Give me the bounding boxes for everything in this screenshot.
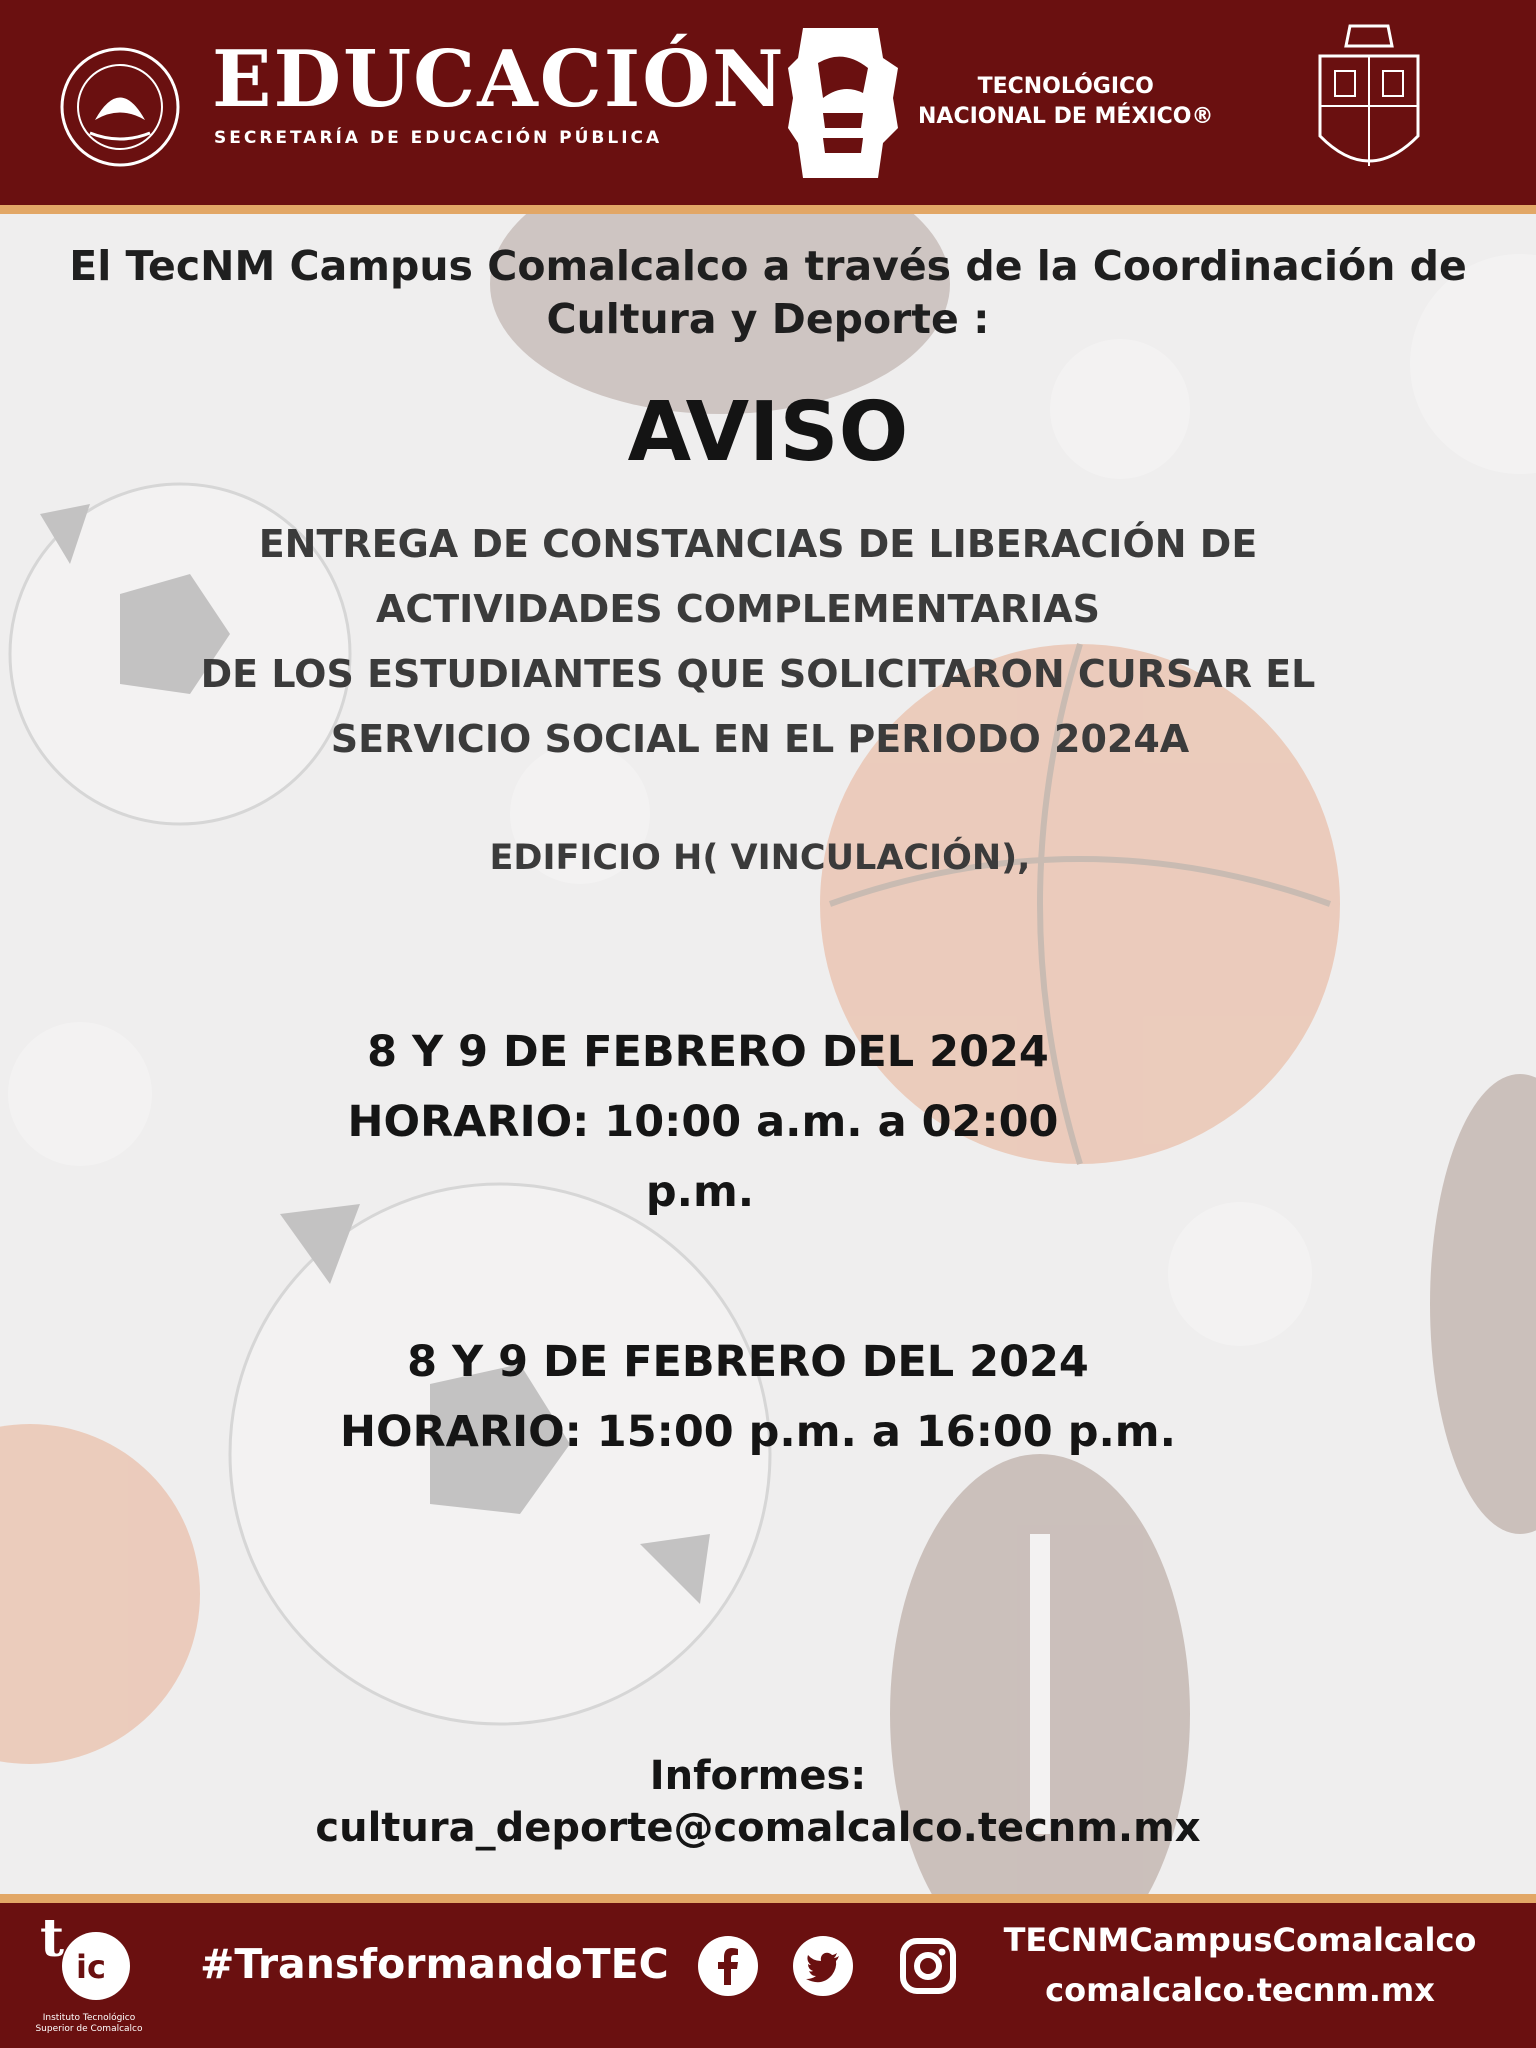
- edificio-location: EDIFICIO H( VINCULACIÓN),: [489, 838, 1031, 878]
- schedule1-time-line1: HORARIO: 10:00 a.m. a 02:00: [347, 1097, 1059, 1147]
- informes-label: Informes:: [649, 1753, 867, 1799]
- mexico-seal-icon: [50, 45, 190, 170]
- itsc-logo-icon: [34, 1908, 144, 2036]
- notice-line-4: SERVICIO SOCIAL EN EL PERIODO 2024A: [330, 717, 1190, 761]
- facebook-icon[interactable]: [697, 1935, 759, 1997]
- aviso-heading: AVISO: [627, 385, 909, 480]
- itsc-logo-line2: Superior de Comalcalco: [35, 2024, 143, 2034]
- intro-line-1: El TecNM Campus Comalcalco a través de la Coordinación de: [69, 242, 1467, 290]
- notice-line-2: ACTIVIDADES COMPLEMENTARIAS: [375, 587, 1101, 631]
- education-subtitle: SECRETARÍA DE EDUCACIÓN PÚBLICA: [214, 128, 663, 148]
- itsc-logo-letters: ic: [76, 1948, 106, 1986]
- footer-stripe: [0, 1894, 1536, 1903]
- tecnm-line1: TECNOLÓGICO: [977, 74, 1154, 99]
- schedule1-date: 8 Y 9 DE FEBRERO DEL 2024: [367, 1027, 1049, 1077]
- schedule2-time: HORARIO: 15:00 p.m. a 16:00 p.m.: [340, 1407, 1176, 1457]
- footer-handle[interactable]: TECNMCampusComalcalco: [1003, 1921, 1477, 1959]
- footer-website[interactable]: comalcalco.tecnm.mx: [1045, 1971, 1435, 2009]
- tecnm-line2: NACIONAL DE MÉXICO®: [918, 104, 1214, 129]
- notice-line-3: DE LOS ESTUDIANTES QUE SOLICITARON CURSAR EL: [200, 652, 1316, 696]
- itsc-logo-line1: Instituto Tecnológico: [42, 2013, 136, 2023]
- schedule1-time-line2: p.m.: [645, 1167, 755, 1217]
- itsc-logo-mark: t: [40, 1908, 65, 1969]
- hashtag: #TransformandoTEC: [200, 1940, 669, 1988]
- informes-email[interactable]: cultura_deporte@comalcalco.tecnm.mx: [315, 1805, 1201, 1851]
- instagram-icon[interactable]: [897, 1935, 959, 1997]
- notice-line-1: ENTREGA DE CONSTANCIAS DE LIBERACIÓN DE: [258, 522, 1258, 566]
- tecnm-gear-logo-icon: [783, 18, 903, 188]
- campus-crest-icon: [1310, 16, 1428, 186]
- header-stripe: [0, 205, 1536, 214]
- education-title: EDUCACIÓN: [212, 34, 786, 125]
- schedule2-date: 8 Y 9 DE FEBRERO DEL 2024: [407, 1337, 1089, 1387]
- tecnm-name: [918, 72, 1213, 132]
- intro-line-2: Cultura y Deporte :: [546, 295, 990, 343]
- footer-contact: [990, 1915, 1490, 2015]
- twitter-icon[interactable]: [792, 1935, 854, 1997]
